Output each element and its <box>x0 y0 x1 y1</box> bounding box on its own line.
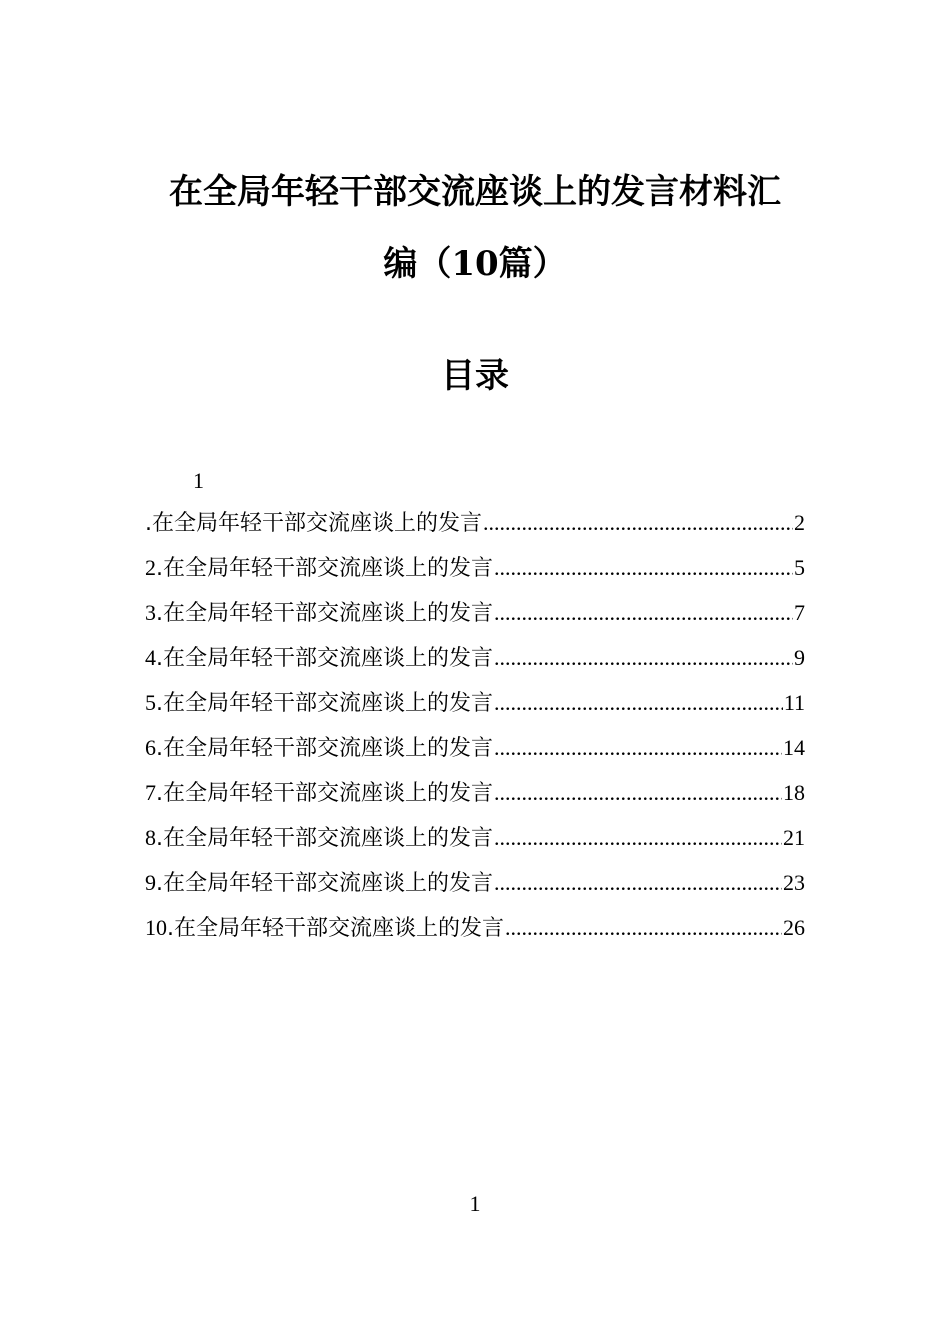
toc-entry-text: .在全局年轻干部交流座谈上的发言 <box>145 511 482 536</box>
toc-entry-page: 2 <box>794 510 805 535</box>
toc-entry[interactable] <box>145 688 805 733</box>
toc-entry-text: .在全局年轻干部交流座谈上的发言 <box>156 781 493 806</box>
toc-dot-leader <box>494 598 793 628</box>
page-number: 1 <box>469 1191 481 1216</box>
toc-entry[interactable] <box>145 598 805 643</box>
toc-entry-number: 3 <box>145 600 156 625</box>
toc-entry[interactable] <box>145 778 805 823</box>
toc-entry-number: 8 <box>145 825 156 850</box>
toc-dot-leader <box>483 508 793 538</box>
document-title-line-2: 编（10篇） <box>383 244 567 284</box>
toc-entry[interactable] <box>145 823 805 868</box>
toc-entry-text: .在全局年轻干部交流座谈上的发言 <box>156 871 493 896</box>
toc-entry-title <box>145 553 493 584</box>
toc-entry-page: 23 <box>783 870 805 895</box>
toc-entry-text: .在全局年轻干部交流座谈上的发言 <box>156 556 493 581</box>
toc-entry[interactable] <box>145 868 805 913</box>
toc-entry-number: 2 <box>145 555 156 580</box>
toc-entry-number: 9 <box>145 870 156 895</box>
toc-entry-title <box>145 778 493 809</box>
toc-entry-page: 26 <box>783 915 805 940</box>
toc-entry-text: .在全局年轻干部交流座谈上的发言 <box>156 646 493 671</box>
toc-entry-number: 7 <box>145 780 156 805</box>
toc-entry[interactable] <box>145 643 805 688</box>
toc-entry-text: .在全局年轻干部交流座谈上的发言 <box>156 691 493 716</box>
table-of-contents <box>145 508 805 958</box>
toc-entry[interactable] <box>145 733 805 778</box>
toc-entry-number: 6 <box>145 735 156 760</box>
toc-entry-title <box>145 868 493 899</box>
toc-dot-leader <box>494 733 782 763</box>
toc-entry[interactable] <box>145 913 805 958</box>
toc-dot-leader <box>494 553 793 583</box>
toc-entry-title <box>145 508 482 539</box>
toc-entry-page: 11 <box>783 690 805 715</box>
toc-entry-page: 18 <box>783 780 805 805</box>
toc-entry-title <box>145 643 493 674</box>
toc-entry-page: 14 <box>783 735 805 760</box>
toc-dot-leader <box>494 778 782 808</box>
toc-entry-number: 5 <box>145 690 156 715</box>
toc-entry-number: 10 <box>145 915 167 940</box>
toc-entry-title <box>145 913 504 944</box>
toc-entry[interactable] <box>145 553 805 598</box>
toc-entry-title <box>145 823 493 854</box>
toc-dot-leader <box>494 823 782 853</box>
toc-entry-title <box>145 688 493 719</box>
toc-entry-title <box>145 733 493 764</box>
document-title-line-1: 在全局年轻干部交流座谈上的发言材料汇 <box>169 172 781 212</box>
toc-heading: 目录 <box>441 356 509 396</box>
toc-entry-text: .在全局年轻干部交流座谈上的发言 <box>156 826 493 851</box>
toc-dot-leader <box>494 643 793 673</box>
toc-entry-page: 7 <box>794 600 805 625</box>
toc-entry[interactable] <box>145 508 805 553</box>
toc-entry-text: .在全局年轻干部交流座谈上的发言 <box>156 736 493 761</box>
toc-entry-page: 5 <box>794 555 805 580</box>
toc-entry-number: 4 <box>145 645 156 670</box>
toc-first-entry-number: 1 <box>193 468 204 493</box>
toc-entry-page: 9 <box>794 645 805 670</box>
toc-dot-leader <box>505 913 782 943</box>
toc-entry-title <box>145 598 493 629</box>
toc-dot-leader <box>494 688 783 718</box>
toc-dot-leader <box>494 868 782 898</box>
toc-entry-text: .在全局年轻干部交流座谈上的发言 <box>156 601 493 626</box>
toc-entry-text: .在全局年轻干部交流座谈上的发言 <box>167 916 504 941</box>
toc-entry-page: 21 <box>783 825 805 850</box>
